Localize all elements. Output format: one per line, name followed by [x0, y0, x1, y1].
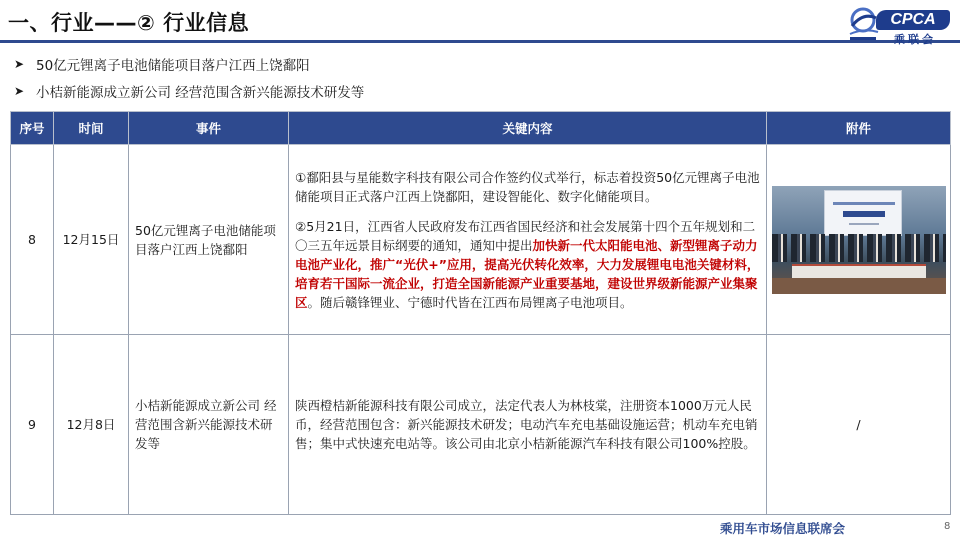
footer-organization: 乘用车市场信息联席会: [720, 521, 846, 536]
arrow-bullet-icon: ➤: [14, 83, 25, 98]
header-date: 时间: [54, 112, 129, 145]
industry-news-table: [10, 111, 951, 515]
table-row: [11, 335, 951, 515]
cell-no: 9: [11, 335, 54, 515]
header-no: 序号: [11, 112, 54, 145]
cell-attachment: /: [767, 335, 951, 515]
cpca-logo: [846, 4, 952, 44]
content-text: 。随后赣锋锂业、宁德时代皆在江西布局锂离子电池项目。: [307, 294, 633, 310]
highlight-text: 加快新一代太阳能电池、新型锂离子动力电池产业化，推广“光伏+”应用，提高光伏转化效率，大力发展锂电电池关键材料，培育若干国际一流企业，打造全国新能源产业重要基地，建设世界级新能源产业集聚区: [295, 237, 760, 310]
content-paragraph: ①鄱阳县与星能数字科技有限公司合作签约仪式举行，标志着投资50亿元锂离子电池储能项目正式落户江西上饶鄱阳，建设智能化、数字化储能项目。: [295, 169, 760, 204]
cell-content: [289, 145, 767, 335]
page-title: 一、行业——② 行业信息: [8, 11, 250, 35]
bullet-text: 50亿元锂离子电池储能项目落户江西上饶鄱阳: [36, 57, 310, 74]
logo-subtitle: 乘联会: [894, 33, 936, 46]
cpca-swirl-logo-icon: [846, 4, 880, 44]
bullet-text: 小桔新能源成立新公司 经营范围含新兴能源技术研发等: [36, 84, 365, 101]
page-number: 8: [944, 521, 951, 532]
cell-no: 8: [11, 145, 54, 335]
content-text: ②5月21日，江西省人民政府发布江西省国民经济和社会发展第十四个五年规划和二〇三五年远景目标纲要的通知，通知中提出: [295, 218, 756, 253]
summary-bullets: [14, 50, 364, 104]
header-content: 关键内容: [289, 112, 767, 145]
table-header-row: [11, 112, 951, 145]
signing-ceremony-photo: [772, 186, 946, 294]
header-event: 事件: [129, 112, 289, 145]
ceremony-banner: [824, 190, 902, 236]
cell-attachment: [767, 145, 951, 335]
content-paragraph: [295, 217, 760, 312]
signing-desk: [792, 264, 926, 278]
table-row: [11, 145, 951, 335]
cell-event: 50亿元锂离子电池储能项目落户江西上饶鄱阳: [129, 145, 289, 335]
header-attachment: 附件: [767, 112, 951, 145]
cell-date: 12月15日: [54, 145, 129, 335]
bullet-item: [14, 50, 364, 77]
attendees-row: [772, 234, 946, 262]
cell-content: 陕西橙桔新能源科技有限公司成立，法定代表人为林枝棠，注册资本1000万元人民币，经营范围包含：新兴能源技术研发；电动汽车充电基础设施运营；机动车充电销售；集中式快速充电站等。该公司由北京小桔新能源汽车科技有限公司100%控股。: [289, 335, 767, 515]
arrow-bullet-icon: ➤: [14, 56, 25, 71]
cell-date: 12月8日: [54, 335, 129, 515]
bullet-item: [14, 77, 364, 104]
logo-text: CPCA: [876, 10, 950, 30]
title-divider: [0, 40, 960, 43]
cell-event: 小桔新能源成立新公司 经营范围含新兴能源技术研发等: [129, 335, 289, 515]
